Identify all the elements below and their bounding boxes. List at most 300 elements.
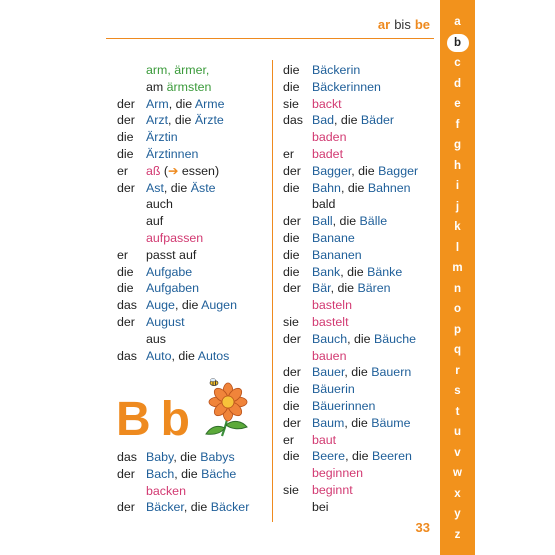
alphabet-letter-y[interactable] <box>440 504 475 525</box>
entry-word <box>312 96 433 113</box>
entry-word <box>146 180 269 197</box>
entry-text: , die <box>330 281 358 296</box>
entry-word <box>312 146 433 163</box>
entry-word <box>312 230 433 247</box>
entry-article: die <box>117 281 134 296</box>
entry-word <box>312 465 433 482</box>
entry-text: Bänke <box>367 264 403 279</box>
dictionary-entry <box>117 62 269 79</box>
entry-text: , die <box>174 298 202 313</box>
entry-article: der <box>117 500 135 515</box>
entry-word <box>146 466 269 483</box>
entry-article <box>117 79 146 96</box>
dictionary-entry <box>117 280 269 297</box>
entry-word <box>312 415 433 432</box>
alphabet-letter-label: s <box>454 385 461 397</box>
entry-text: basteln <box>312 298 352 313</box>
alphabet-letter-w[interactable] <box>440 463 475 484</box>
entry-word <box>146 297 269 314</box>
entry-text: Bäckerinnen <box>312 79 381 94</box>
entry-word <box>146 146 269 163</box>
alphabet-letter-q[interactable] <box>440 340 475 361</box>
alphabet-letter-label: o <box>453 303 462 315</box>
dictionary-entry <box>117 213 269 230</box>
entry-text: Augen <box>201 298 237 313</box>
entry-text: Bauer <box>312 365 345 380</box>
alphabet-letter-a[interactable] <box>440 12 475 33</box>
entry-text: auf <box>146 214 164 229</box>
alphabet-letter-v[interactable] <box>440 443 475 464</box>
entry-text: Arme <box>194 96 225 111</box>
entry-article: die <box>283 63 300 77</box>
entry-text: , die <box>344 415 372 430</box>
entry-text: aufpassen <box>146 230 204 245</box>
entry-article: der <box>117 180 135 195</box>
entry-word <box>312 348 433 365</box>
entry-article: der <box>283 163 301 178</box>
entry-text: Ärztin <box>146 130 178 145</box>
alphabet-letter-label: r <box>455 364 460 377</box>
entry-text: Bach <box>146 466 175 481</box>
entry-article <box>283 465 312 482</box>
entry-article: der <box>283 415 301 430</box>
entry-word <box>312 314 433 331</box>
alphabet-letter-label: x <box>454 487 461 500</box>
dictionary-entry <box>117 314 269 331</box>
dictionary-entry <box>117 483 269 500</box>
entry-text: essen) <box>178 163 220 178</box>
header-range-separator: bis <box>394 16 411 32</box>
alphabet-letter-label: e <box>454 98 461 110</box>
entry-article: der <box>283 365 301 380</box>
entry-text: Bauern <box>371 365 412 380</box>
dictionary-entry <box>283 247 433 264</box>
entry-text: Bäckerin <box>312 63 361 77</box>
alphabet-letter-b[interactable] <box>440 33 475 54</box>
entry-text: beginnt <box>312 482 353 497</box>
entry-article <box>283 297 312 314</box>
entry-article: der <box>117 466 135 481</box>
dictionary-entry <box>117 264 269 281</box>
alphabet-letter-label: j <box>455 200 460 213</box>
dictionary-entry <box>117 146 269 163</box>
entry-word <box>146 213 269 230</box>
alphabet-letter-label: m <box>452 262 463 274</box>
entry-word <box>312 180 433 197</box>
entry-text: , die <box>351 163 379 178</box>
entry-word <box>312 213 433 230</box>
entry-text: Baum <box>312 415 345 430</box>
entry-text: , die <box>344 365 372 380</box>
entry-text: , die <box>171 348 198 363</box>
entry-article: er <box>117 247 129 262</box>
entry-word <box>312 129 433 146</box>
entry-article: die <box>283 247 300 262</box>
entry-article <box>117 62 146 79</box>
entry-word <box>146 196 269 213</box>
entry-text: Beere <box>312 449 346 464</box>
alphabet-letter-h[interactable] <box>440 156 475 177</box>
alphabet-letter-n[interactable] <box>440 279 475 300</box>
entry-text: Bahn <box>312 180 341 195</box>
entry-text: Bank <box>312 264 341 279</box>
dictionary-entry <box>117 297 269 314</box>
entry-text: Bäuerinnen <box>312 398 376 413</box>
dictionary-entry <box>283 314 433 331</box>
entry-article: er <box>283 432 295 447</box>
alphabet-letter-i[interactable] <box>440 176 475 197</box>
section-letter-upper: B <box>116 393 153 446</box>
entry-text: Bäcker <box>146 500 184 515</box>
dictionary-entry <box>283 364 433 381</box>
dictionary-entry <box>117 79 269 96</box>
dictionary-entry <box>283 280 433 297</box>
entry-article: er <box>117 163 129 178</box>
entry-text: bauen <box>312 348 347 363</box>
entry-text: Ärztinnen <box>146 146 199 161</box>
dictionary-entry <box>283 62 433 79</box>
entry-text: Ball <box>312 214 333 229</box>
alphabet-letter-label: i <box>455 180 460 192</box>
alphabet-letter-label: h <box>453 159 462 172</box>
header-range-start: ar <box>377 16 391 32</box>
entry-word <box>146 163 269 180</box>
dictionary-entry <box>283 230 433 247</box>
entry-article: die <box>283 449 300 464</box>
entry-article: sie <box>283 482 299 497</box>
entry-word <box>146 280 269 297</box>
entry-word <box>146 483 269 500</box>
entry-article <box>117 331 146 348</box>
entry-word <box>312 499 433 516</box>
alphabet-letter-label: p <box>453 323 462 336</box>
entry-text: Bananen <box>312 247 362 262</box>
alphabet-letter-e[interactable] <box>440 94 475 115</box>
column-divider <box>272 60 273 522</box>
entry-word <box>146 449 269 466</box>
entry-text: Bagger <box>312 163 352 178</box>
entry-article <box>283 499 312 516</box>
entry-text: Bauch <box>312 331 348 346</box>
entry-article: der <box>283 281 301 296</box>
entry-word <box>146 79 269 96</box>
dictionary-entry <box>117 129 269 146</box>
entry-article: er <box>283 146 295 161</box>
entry-text: Bälle <box>359 214 388 229</box>
dictionary-entry <box>283 264 433 281</box>
entry-text: Bagger <box>378 163 419 178</box>
alphabet-letter-g[interactable] <box>440 135 475 156</box>
entry-text: Beeren <box>371 449 412 464</box>
alphabet-letter-p[interactable] <box>440 320 475 341</box>
entry-article: die <box>117 146 134 161</box>
dictionary-entry <box>117 180 269 197</box>
entry-word <box>312 364 433 381</box>
alphabet-letter-r[interactable] <box>440 361 475 382</box>
dictionary-entry <box>283 381 433 398</box>
entry-word <box>312 62 433 79</box>
entry-article <box>117 213 146 230</box>
entry-article: die <box>283 79 300 94</box>
entry-text: Auto <box>146 348 172 363</box>
alphabet-letter-label: d <box>453 77 462 90</box>
alphabet-letter-m[interactable] <box>440 258 475 279</box>
entry-text: , die <box>173 450 201 464</box>
dictionary-entry <box>283 348 433 365</box>
entry-text: Bäche <box>201 466 237 481</box>
dictionary-entry <box>283 432 433 449</box>
entry-text: ärmsten <box>166 79 212 94</box>
entry-text: bei <box>312 499 329 514</box>
entry-text: Banane <box>312 230 355 245</box>
dictionary-entry <box>117 112 269 129</box>
alphabet-letter-label: f <box>455 118 460 131</box>
entry-article: der <box>283 214 301 229</box>
entry-text: bastelt <box>312 314 349 329</box>
entry-article: der <box>117 96 135 111</box>
dictionary-entry <box>283 146 433 163</box>
header-rule <box>106 38 434 39</box>
entry-word <box>312 331 433 348</box>
entry-text: badet <box>312 146 344 161</box>
section-letter-lower: b <box>160 393 192 446</box>
entry-text: baut <box>312 432 337 447</box>
dictionary-entry <box>283 196 433 213</box>
entry-word <box>312 163 433 180</box>
entry-word <box>312 432 433 449</box>
entry-word <box>312 112 433 129</box>
entry-word <box>312 297 433 314</box>
entry-text: beginnen <box>312 466 363 481</box>
dictionary-entry <box>283 213 433 230</box>
entry-text: , die <box>340 264 368 279</box>
entry-word <box>312 247 433 264</box>
entry-article: die <box>283 382 300 397</box>
entry-text: , die <box>340 180 368 195</box>
entry-text: Aufgabe <box>146 264 193 279</box>
entry-text: Bäume <box>371 415 411 430</box>
left-column-b-entries <box>117 449 269 516</box>
header-range-end: be <box>414 16 430 32</box>
dictionary-entry <box>117 163 269 180</box>
alphabet-letter-label: u <box>453 426 462 438</box>
entry-text: Arzt <box>146 113 169 128</box>
dictionary-entry <box>283 499 433 516</box>
entry-article: das <box>117 450 137 464</box>
entry-word <box>146 129 269 146</box>
alphabet-letter-label: a <box>454 16 461 28</box>
dictionary-entry <box>283 112 433 129</box>
entry-text: Aufgaben <box>146 281 200 296</box>
alphabet-letter-label: t <box>455 405 460 418</box>
entry-text: , die <box>334 113 361 128</box>
dictionary-entry <box>283 448 433 465</box>
dictionary-entry <box>117 348 269 365</box>
entry-article: die <box>117 130 134 145</box>
entry-text: baden <box>312 130 347 145</box>
entry-text: arm, ärmer, <box>146 63 210 77</box>
entry-text: Bäuche <box>374 331 417 346</box>
entry-text: , die <box>163 180 191 195</box>
entry-word <box>312 280 433 297</box>
alphabet-letter-c[interactable] <box>440 53 475 74</box>
dictionary-entry <box>283 297 433 314</box>
entry-article <box>117 483 146 500</box>
entry-word <box>146 264 269 281</box>
page-number: 33 <box>415 520 430 535</box>
entry-text: , die <box>168 113 195 128</box>
dictionary-entry <box>117 196 269 213</box>
entry-article: die <box>283 180 300 195</box>
entry-article: sie <box>283 314 299 329</box>
alphabet-letter-label: n <box>453 282 462 295</box>
entry-article <box>283 196 312 213</box>
entry-text: , die <box>332 214 360 229</box>
left-column-a-entries <box>117 62 269 364</box>
entry-word <box>312 381 433 398</box>
entry-text: Bäder <box>360 113 394 128</box>
alphabet-letter-u[interactable] <box>440 422 475 443</box>
dictionary-entry <box>283 96 433 113</box>
entry-text: Bahnen <box>367 180 411 195</box>
entry-article: das <box>117 298 137 313</box>
entry-article <box>283 129 312 146</box>
entry-text: , die <box>168 96 195 111</box>
entry-word <box>146 112 269 129</box>
alphabet-letter-label: z <box>454 528 461 541</box>
entry-article: der <box>283 331 301 346</box>
alphabet-index <box>440 12 475 545</box>
entry-text: Autos <box>197 348 230 363</box>
page-header <box>106 12 432 36</box>
entry-text: , die <box>183 500 211 515</box>
entry-text: Bär <box>312 281 331 296</box>
entry-word <box>146 96 269 113</box>
alphabet-letter-label: y <box>454 508 461 520</box>
entry-text: aß <box>146 163 161 178</box>
entry-text: Bad <box>312 113 335 128</box>
arrow-right-icon: ➔ <box>168 163 179 178</box>
dictionary-entry <box>283 79 433 96</box>
alphabet-letter-x[interactable] <box>440 484 475 505</box>
alphabet-letter-label: c <box>454 57 461 69</box>
alphabet-letter-label: q <box>453 344 462 356</box>
entry-word <box>146 348 269 365</box>
entry-word <box>312 264 433 281</box>
entry-article: der <box>117 314 135 329</box>
entry-article: die <box>283 264 300 279</box>
alphabet-letter-f[interactable] <box>440 115 475 136</box>
entry-word <box>312 79 433 96</box>
entry-text: ( <box>160 163 169 178</box>
entry-article <box>283 348 312 365</box>
entry-article: sie <box>283 96 299 111</box>
entry-text: Äste <box>190 180 216 195</box>
entry-text: Babys <box>200 450 235 464</box>
entry-text: Ärzte <box>194 113 224 128</box>
entry-text: August <box>146 314 185 329</box>
right-column-b-entries <box>283 62 433 516</box>
entry-article: das <box>117 348 137 363</box>
entry-article: das <box>283 113 303 128</box>
alphabet-letter-label: g <box>453 139 462 151</box>
alphabet-letter-label: w <box>453 467 462 479</box>
section-letter-heading <box>116 393 200 447</box>
entry-text: aus <box>146 331 166 346</box>
alphabet-letter-label: v <box>454 446 461 459</box>
dictionary-entry <box>283 465 433 482</box>
entry-word <box>312 398 433 415</box>
entry-text: passt auf <box>146 247 197 262</box>
entry-text: Auge <box>146 298 175 313</box>
alphabet-letter-k[interactable] <box>440 217 475 238</box>
dictionary-entry <box>117 449 269 466</box>
dictionary-entry <box>117 331 269 348</box>
dictionary-entry <box>117 466 269 483</box>
dictionary-entry <box>283 129 433 146</box>
entry-text: Bären <box>357 281 391 296</box>
entry-text: Baby <box>146 450 174 464</box>
entry-article: die <box>117 264 134 279</box>
alphabet-letter-l[interactable] <box>440 238 475 259</box>
entry-text: Bäcker <box>210 500 250 515</box>
entry-word <box>312 448 433 465</box>
entry-word <box>146 499 269 516</box>
entry-text: backen <box>146 483 186 498</box>
entry-text: am <box>146 79 167 94</box>
dictionary-entry <box>283 482 433 499</box>
alphabet-letter-j[interactable] <box>440 197 475 218</box>
entry-text: backt <box>312 96 342 111</box>
entry-article: der <box>117 113 135 128</box>
alphabet-letter-o[interactable] <box>440 299 475 320</box>
dictionary-entry <box>283 398 433 415</box>
entry-text: auch <box>146 197 173 212</box>
entry-text: , die <box>347 331 375 346</box>
entry-text: Ast <box>146 180 164 195</box>
alphabet-letter-label: k <box>454 221 461 233</box>
entry-word <box>146 314 269 331</box>
dictionary-entry <box>117 247 269 264</box>
entry-text: , die <box>345 449 372 464</box>
entry-article <box>117 230 146 247</box>
dictionary-entry <box>283 331 433 348</box>
entry-word <box>146 247 269 264</box>
entry-word <box>146 230 269 247</box>
flower-with-bee-icon <box>200 378 256 440</box>
entry-word <box>312 196 433 213</box>
dictionary-entry <box>117 499 269 516</box>
entry-text: Bäuerin <box>312 382 355 397</box>
alphabet-letter-label: b <box>447 34 469 52</box>
dictionary-entry <box>283 415 433 432</box>
dictionary-entry <box>283 180 433 197</box>
entry-article: die <box>283 230 300 245</box>
entry-article: die <box>283 398 300 413</box>
dictionary-entry <box>117 96 269 113</box>
entry-text: Arm <box>146 96 169 111</box>
alphabet-letter-s[interactable] <box>440 381 475 402</box>
entry-word <box>146 62 269 79</box>
entry-word <box>146 331 269 348</box>
alphabet-letter-t[interactable] <box>440 402 475 423</box>
entry-word <box>312 482 433 499</box>
entry-article <box>117 196 146 213</box>
dictionary-entry <box>283 163 433 180</box>
alphabet-letter-d[interactable] <box>440 74 475 95</box>
alphabet-letter-z[interactable] <box>440 525 475 546</box>
dictionary-entry <box>117 230 269 247</box>
